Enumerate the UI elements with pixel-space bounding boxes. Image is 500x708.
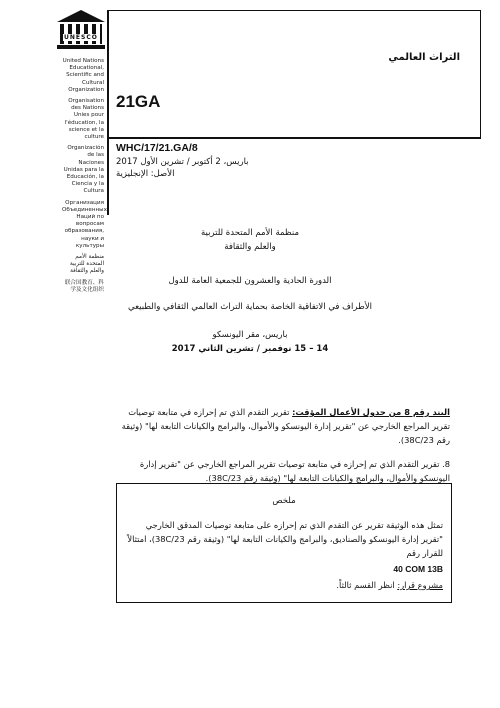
header-frame	[108, 10, 481, 139]
draft-decision-text: انظر القسم ثالثاً.	[336, 580, 398, 590]
decision-code: 40 COM 13B	[393, 564, 443, 574]
org-name-zh: 联合国教育、科学及文化组织	[64, 279, 104, 293]
agenda-item-1-label: البند رقم 8 من جدول الأعمال المؤقت:	[292, 407, 450, 417]
unesco-temple-icon	[57, 10, 105, 52]
venue-place: باريس، مقر اليونسكو	[212, 330, 288, 340]
org-title	[0, 226, 500, 254]
header-rule	[108, 137, 481, 139]
org-name-fr: Organisation des Nations Unies pour l'éducation, la science et la culture	[64, 98, 104, 141]
org-name-ru: Организация Объединенных Наций по вопросам образования, науки и культуры	[62, 199, 107, 249]
meeting-line1: الدورة الحادية والعشرون للجمعية العامة للدول	[168, 276, 332, 286]
agenda-item-1	[115, 405, 450, 447]
venue	[0, 328, 500, 356]
document-language: الأصل: الإنجليزية	[116, 169, 175, 179]
summary-title: ملخص	[272, 496, 296, 506]
org-name-en: United Nations Educational, Scientific and Cultural Organization	[62, 58, 104, 93]
document-meta	[116, 156, 249, 180]
agenda-item-2: 8. تقرير التقدم الذي تم إحرازه في متابعة توصيات تقرير المراجع الخارجي عن "تقرير إدارة اليونسكو والأموال، والبرامج والكيانات التابعة لها" (وثيقة رقم 38C/23).	[139, 459, 450, 483]
meeting-line2: الأطراف في الاتفاقية الخاصة بحماية التراث العالمي الثقافي والطبيعي	[127, 302, 373, 312]
document-date: باريس، 2 أكتوبر / تشرين الأول 2017	[116, 157, 249, 167]
logo-wordmark: UNESCO	[64, 34, 98, 41]
agenda-item-1-text: تقرير التقدم الذي تم إحرازه في متابعة توصيات تقرير المراجع الخارجي عن "تقرير إدارة اليونسكو والأموال، والبرامج والكيانات التابعة لها" (وثيقة رقم 38C/23).	[121, 407, 450, 445]
unesco-logo	[52, 10, 110, 52]
summary-text: تمثل هذه الوثيقة تقرير عن التقدم الذي تم إحرازه على متابعة توصيات المدقق الخارجي "تقرير إدارة اليونسكو والصناديق، والبرامج والكيانات التابعة لها" (وثيقة رقم 38C/23)، امتثالاً للقرار رقم	[127, 520, 443, 558]
meeting-title	[0, 268, 500, 320]
document-code: WHC/17/21.GA/8	[116, 142, 198, 154]
draft-decision-label: مشروع قرار:	[397, 580, 443, 590]
draft-decision	[336, 580, 443, 590]
org-name-es: Organización de las Naciones Unidas para la Educación, la Ciencia y la Cultura	[63, 145, 104, 195]
organization-names	[62, 58, 107, 298]
org-title-line2: والعلم والثقافة	[224, 242, 276, 252]
summary-box	[116, 483, 452, 603]
org-name-ar: منظمة الأمم المتحدة للتربية والعلم والثقافة	[69, 254, 104, 275]
org-title-line1: منظمة الأمم المتحدة للتربية	[200, 228, 300, 238]
world-heritage-label: التراث العالمي	[388, 52, 460, 63]
agenda-items	[115, 405, 450, 495]
venue-date: 14 – 15 نوفمبر / تشرين الثاني 2017	[171, 344, 329, 354]
session-code: 21GA	[116, 92, 161, 111]
